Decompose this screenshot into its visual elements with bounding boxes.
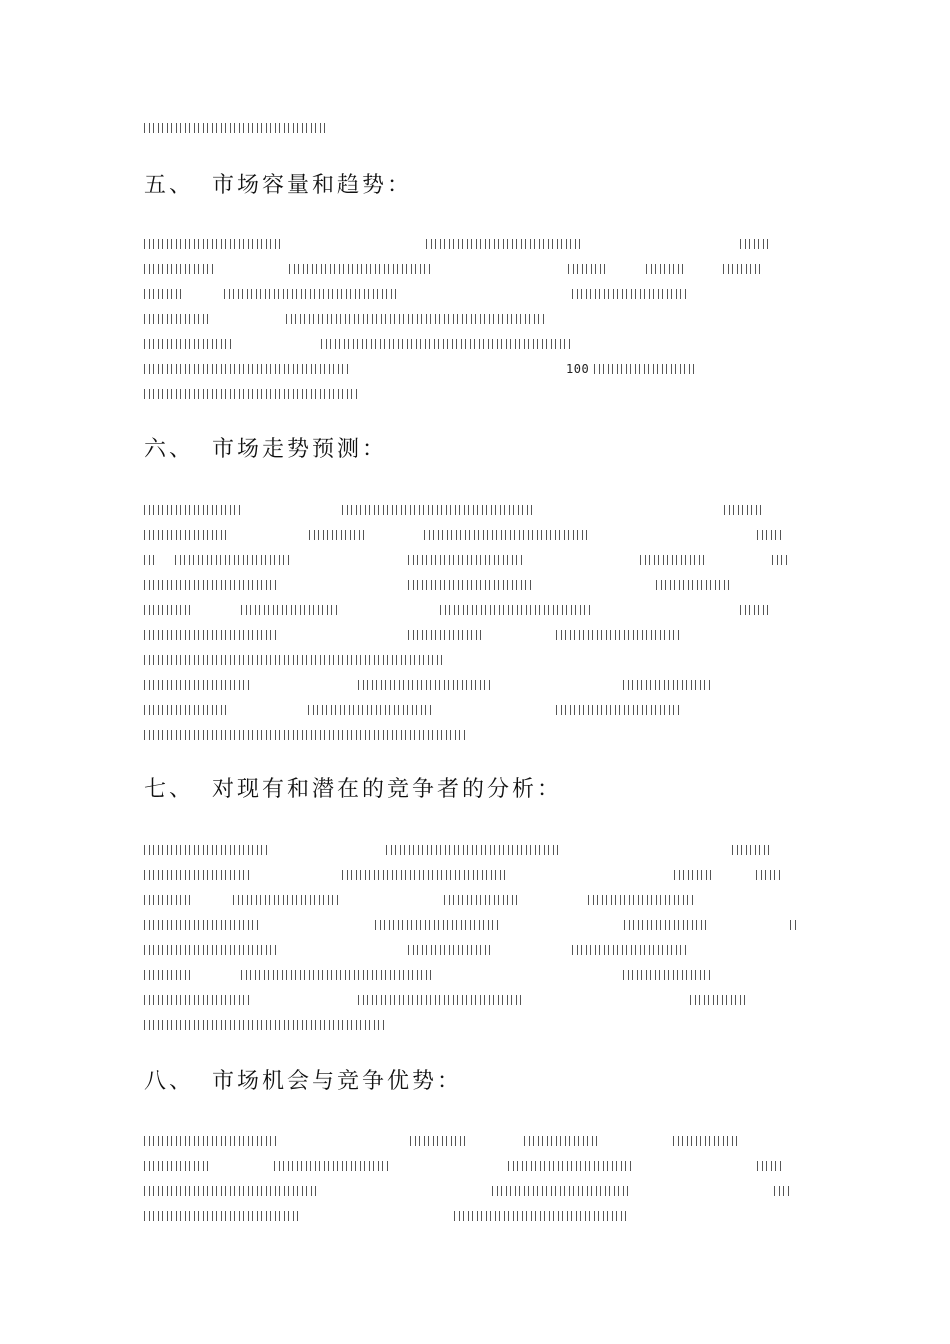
section-number: 八、 <box>144 1069 195 1094</box>
section-heading <box>144 432 387 463</box>
number-text: 100 <box>566 362 590 376</box>
section-number: 七、 <box>144 777 195 802</box>
section-number: 六、 <box>144 437 195 462</box>
section-heading <box>144 1064 462 1095</box>
section-number: 五、 <box>144 173 195 198</box>
section-heading <box>144 772 562 803</box>
section-title: 市场走势预测： <box>212 437 388 462</box>
section-title: 市场机会与竞争优势： <box>212 1069 463 1094</box>
section-heading <box>144 168 412 199</box>
section-title: 对现有和潜在的竞争者的分析： <box>212 777 563 802</box>
section-title: 市场容量和趋势： <box>212 173 413 198</box>
